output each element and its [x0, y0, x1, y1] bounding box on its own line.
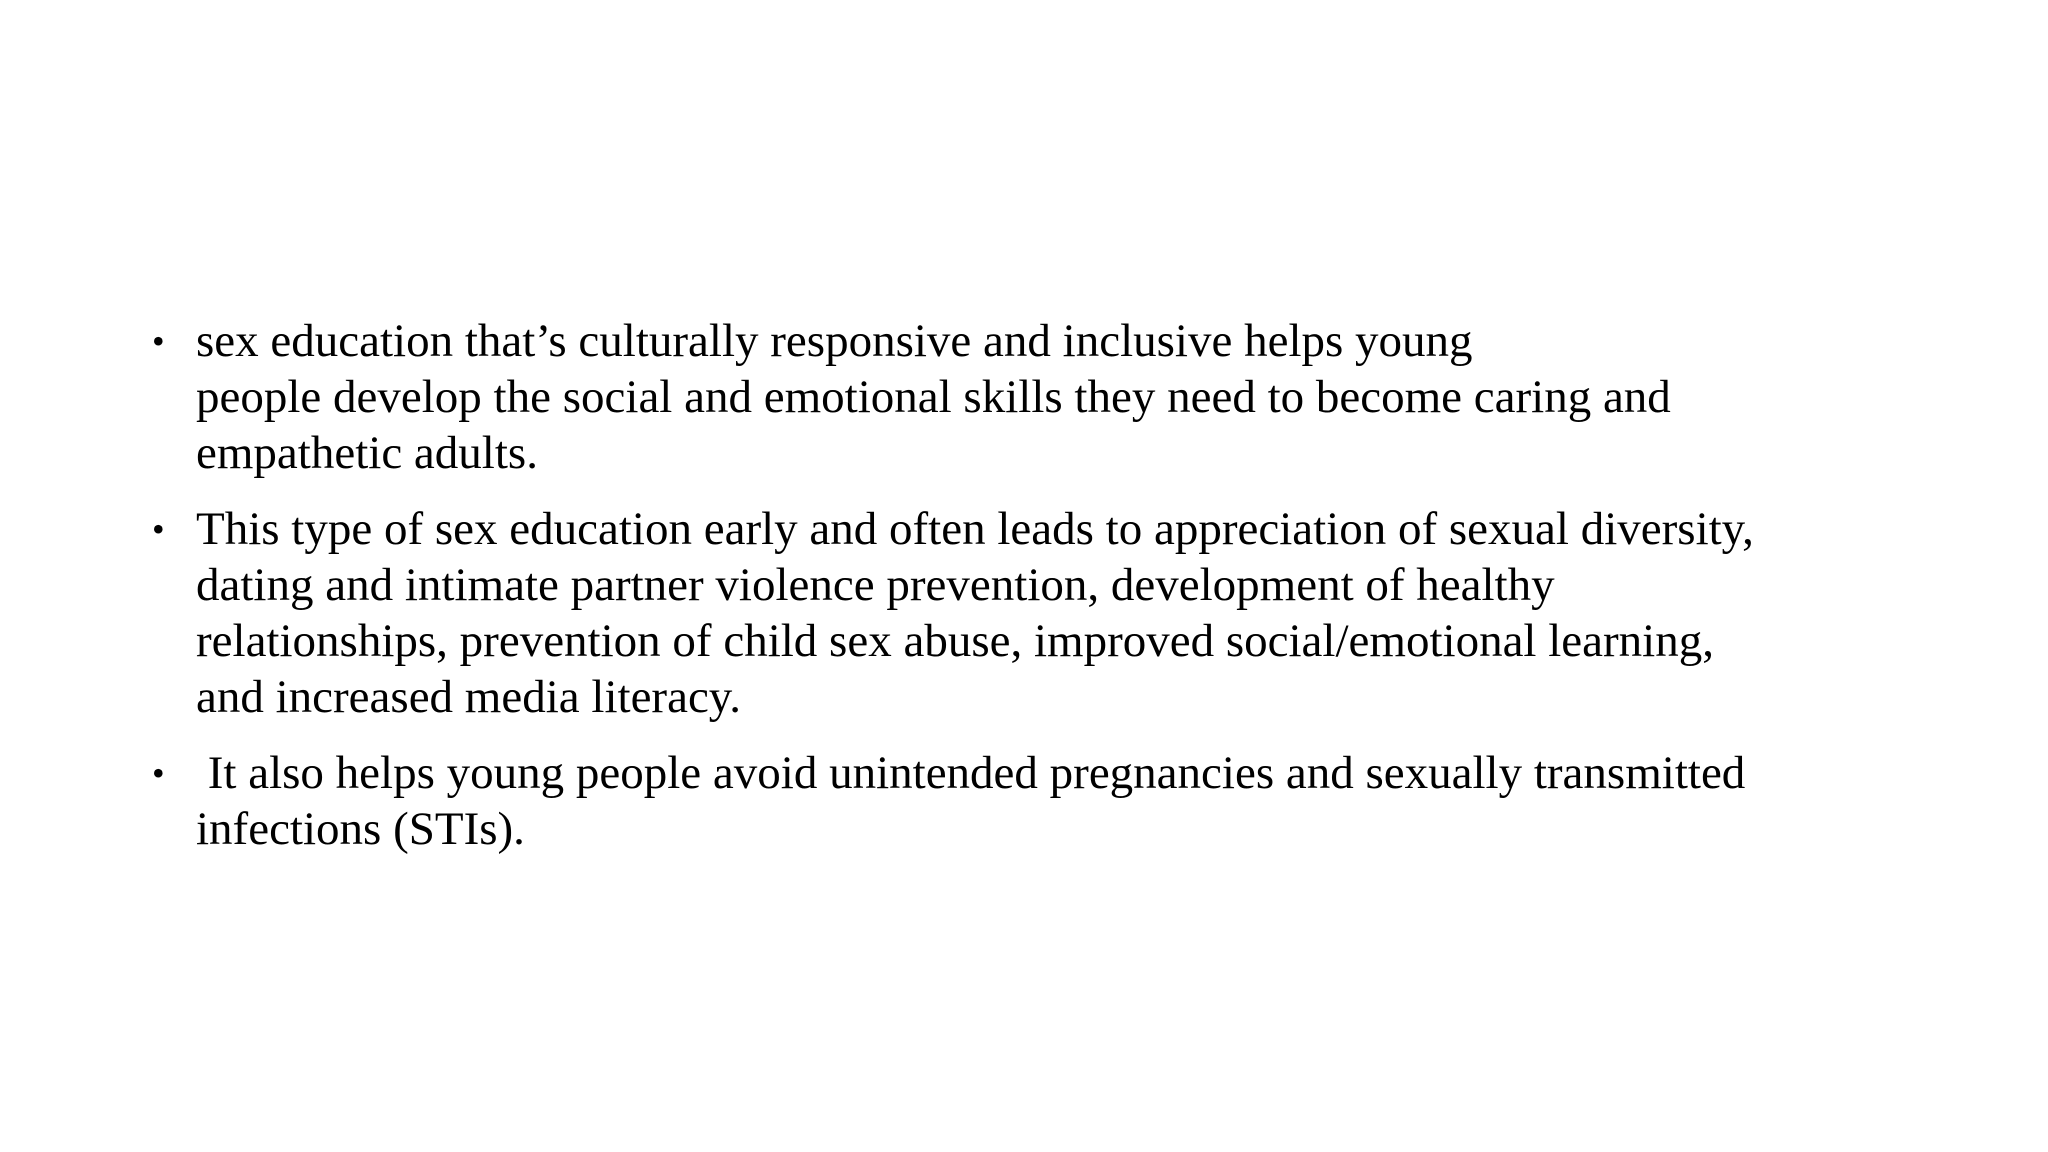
bullet-3-line-1: It also helps young people avoid unintended pregnancies and sexually transmitted: [196, 747, 1746, 799]
bullet-icon: •: [152, 509, 165, 549]
bullet-2-line-4: and increased media literacy.: [196, 671, 741, 723]
bullet-list: [152, 313, 1912, 877]
bullet-2-line-1: This type of sex education early and often leads to appreciation of sexual diversity,: [196, 503, 1754, 555]
bullet-1-line-1: sex education that’s culturally responsive and inclusive helps young: [196, 315, 1473, 367]
bullet-2-line-3: relationships, prevention of child sex abuse, improved social/emotional learning,: [196, 615, 1714, 667]
bullet-icon: •: [152, 321, 165, 361]
bullet-item-3: [152, 745, 1912, 857]
bullet-3-line-2: infections (STIs).: [196, 803, 525, 855]
bullet-1-line-2: people develop the social and emotional skills they need to become caring and: [196, 371, 1671, 423]
bullet-item-1: [152, 313, 1912, 481]
bullet-2-line-2: dating and intimate partner violence prevention, development of healthy: [196, 559, 1555, 611]
bullet-item-2: [152, 501, 1912, 725]
bullet-1-line-3: empathetic adults.: [196, 427, 538, 479]
bullet-icon: •: [152, 753, 165, 793]
